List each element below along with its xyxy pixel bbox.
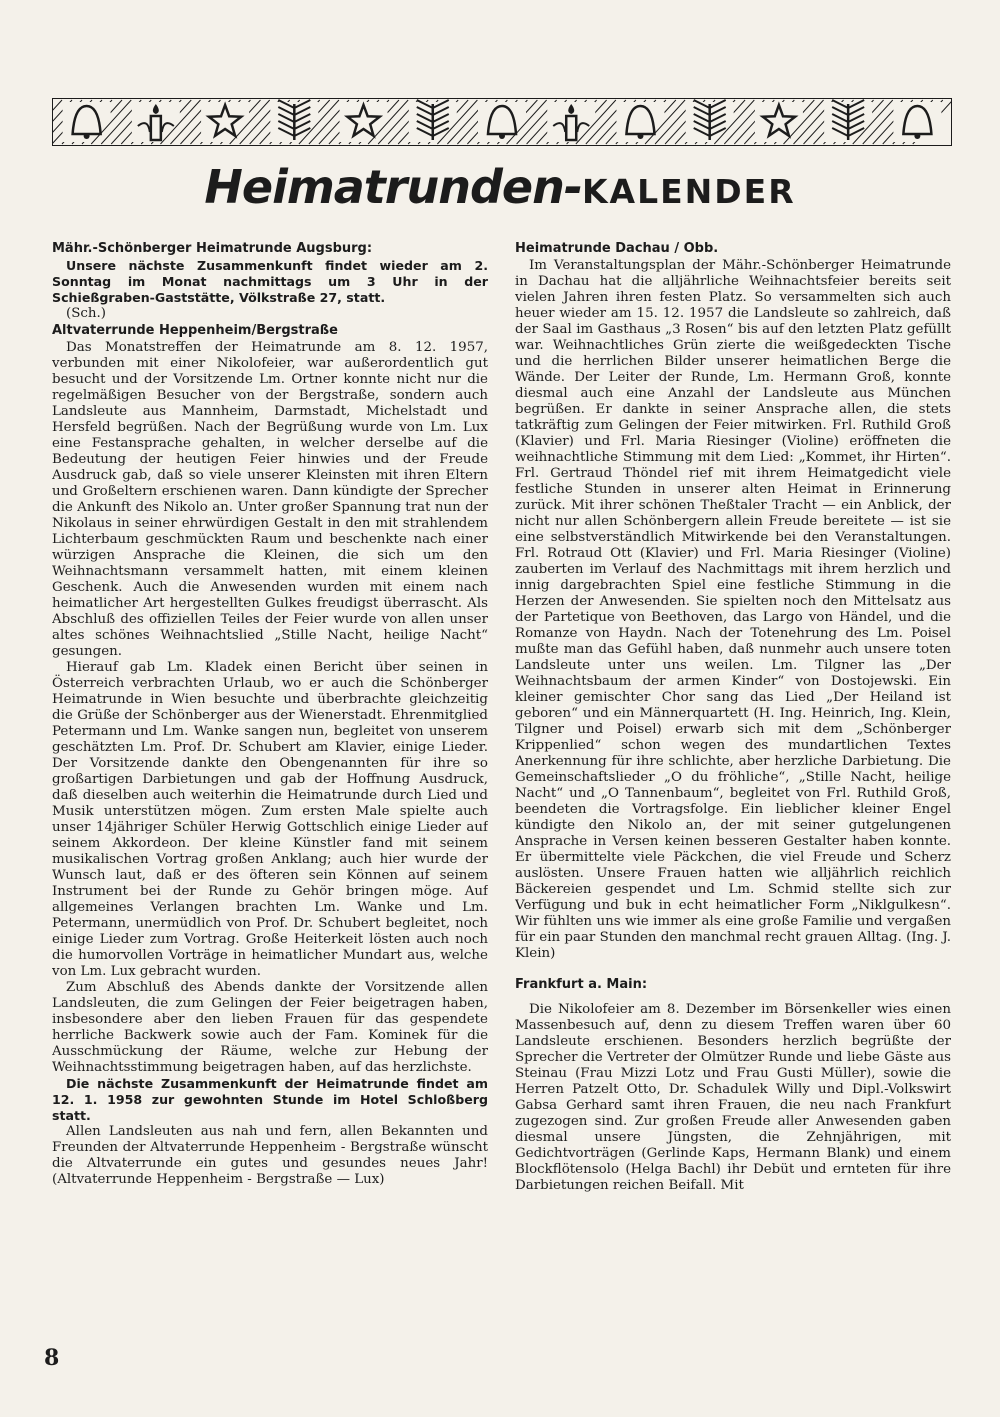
heppenheim-paragraph: Zum Abschluß des Abends dankte der Vorsitzende allen Landsleuten, die zum Gelingen der Feier beigetragen haben, insbesondere aber den lieben Frauen für das gespendete herrliche Backwerk sowie auch der Fam. Kominek für die Ausschmückung der Räume, welche zur Hebung der Weihnachtsstimmung beigetragen haben, auf das herzlichste. [52, 980, 488, 1075]
heppenheim-paragraph: Allen Landsleuten aus nah und fern, allen Bekannten und Freunden der Altvaterrunde Heppenheim - Bergstraße wünscht die Altvaterrunde ein gutes und gesundes neues Jahr! (Altvaterrunde Heppenheim - Bergstraße — Lux) [52, 1124, 488, 1187]
heppenheim-paragraph: Das Monatstreffen der Heimatrunde am 8. 12. 1957, verbunden mit einer Nikolofeier, war außerordentlich gut besucht und der Vorsitzende Lm. Ortner konnte nicht nur die regelmäßigen Besucher von der Bergstraße, sondern auch Landsleute aus Mannheim, Darmstadt, Michelstadt und Hersfeld begrüßen. Nach der Begrüßung wurde von Lm. Lux eine Festansprache gehalten, in welcher derselbe auf die Bedeutung der heutigen Feier hinwies und der Freude Ausdruck gab, daß so viele unserer Kleinsten mit ihren Eltern und Großeltern erschienen waren. Dann kündigte der Sprecher die Ankunft des Nikolo an. Unter großer Spannung trat nun der Nikolaus in seiner ehrwürdigen Gestalt in den mit strahlendem Lichterbaum geschmückten Raum und beschenkte nach einer würzigen Ansprache die Kleinen, die sich um den Weihnachtsmann versammelt hatten, mit einem kleinen Geschenk. Auch die Anwesenden wurden mit einem nach heimatlicher Art hergestellten Gulkes freudigst überrascht. Als Abschluß des offiziellen Teiles der Feier wurde von allen unser altes schönes Weihnachtslied „Stille Nacht, heilige Nacht“ gesungen. [52, 340, 488, 659]
frankfurt-heading: Frankfurt a. Main: [515, 977, 648, 992]
augsburg-notice: Unsere nächste Zusammenkunft findet wieder am 2. Sonntag im Monat nachmittags um 3 Uhr in der Schießgraben-Gaststätte, Völkstraße 27, statt. [52, 258, 488, 305]
augsburg-signature: (Sch.) [66, 306, 107, 321]
right-column [515, 240, 951, 1310]
christmas-ornament-banner [52, 98, 952, 146]
dachau-paragraph: Im Veranstaltungsplan der Mähr.-Schönberger Heimatrunde in Dachau hat die alljährliche Weihnachtsfeier bereits seit vielen Jahren ihren festen Platz. So versammelten sich auch heuer wieder am 15. 12. 1957 die Landsleute so zahlreich, daß der Saal im Gasthaus „3 Rosen“ bis auf den letzten Platz gefüllt war. Weihnachtliches Grün zierte die weißgedeckten Tische und die herrlichen Bilder unserer heimatlichen Berge die Wände. Der Leiter der Runde, Lm. Hermann Groß, konnte diesmal auch eine Anzahl der Landsleute aus München begrüßen. Er dankte in seiner Ansprache allen, die stets tatkräftig zum Gelingen der Feier mitwirken. Frl. Ruthild Groß (Klavier) und Frl. Maria Riesinger (Violine) eröffneten die weihnachtliche Stimmung mit dem Lied: „Kommet, ihr Hirten“. Frl. Gertraud Thöndel rief mit ihrem Heimatgedicht viele festliche Stunden in unserer alten Heimat in Erinnerung zurück. Mit ihrer schönen Theßtaler Tracht — ein Anblick, der nicht nur allen Schönbergern allein Freude bereitete — ist sie eine selbstverständlich Mitwirkende bei den Veranstaltungen. Frl. Rotraud Ott (Klavier) und Frl. Maria Riesinger (Violine) zauberten im Verlauf des Nachmittags mit ihrem herzlich und innig dargebrachten Spiel eine festliche Stimmung in die Herzen der Anwesenden. Sie spielten noch den Mittelsatz aus der Partetique von Beethoven, das Largo von Händel, und die Romanze von Haydn. Nach der Totenehrung des Lm. Poisel mußte man das Gefühl haben, daß nunmehr auch unsere toten Landsleute unter uns weilen. Lm. Tilgner las „Der Weihnachtsbaum der armen Kinder“ von Dostojewski. Ein kleiner gemischter Chor sang das Lied „Der Heiland ist geboren“ und ein Männerquartett (H. Ing. Heinrich, Ing. Klein, Tilgner und Poisel) erwarb sich mit dem „Schönberger Krippenlied“ schon wegen des mundartlichen Textes Anerkennung für ihre schlichte, aber herzliche Darbietung. Die Gemeinschaftslieder „O du fröhliche“, „Stille Nacht, heilige Nacht“ und „O Tannenbaum“, begleitet von Frl. Ruthild Groß, beendeten die Vortragsfolge. Ein lieblicher kleiner Engel kündigte den Nikolo an, der mit seiner gutgelungenen Ansprache in Versen keinen besseren Gestalter haben konnte. Er übermittelte viele Päckchen, die viel Freude und Scherz auslösten. Unsere Frauen hatten wie alljährlich reichlich Bäckereien gespendet und Lm. Schmid stellte sich zur Verfügung und buk in echt heimatlicher Form „Niklgulkesn“. Wir fühlten uns wie immer als eine große Familie und vergaßen für ein paar Stunden den manchmal recht grauen Alltag. (Ing. J. Klein) [515, 258, 951, 961]
title-caps: KALENDER [581, 172, 796, 211]
heppenheim-paragraph: Hierauf gab Lm. Kladek einen Bericht über seinen in Österreich verbrachten Urlaub, wo er auch die Schönberger Heimatrunde in Wien besuchte und überbrachte gleichzeitig die Grüße der Schönberger aus der Wienerstadt. Ehrenmitglied Petermann und Lm. Wanke sangen nun, begleitet von unserem geschätzten Lm. Prof. Dr. Schubert am Klavier, einige Lieder. Der Vorsitzende dankte den Obengenannten für ihre so großartigen Darbietungen und gab der Hoffnung Ausdruck, daß dieselben auch weiterhin die Heimatrunde durch Lied und Musik unterstützen mögen. Zum ersten Male spielte auch unser 14jähriger Schüler Herwig Gottschlich einige Lieder auf seinem Akkordeon. Der kleine Künstler fand mit seinem musikalischen Vortrag großen Anklang; auch hier wurde der Wunsch laut, daß er des öfteren sein Können auf seinem Instrument bei der Runde zu Gehör bringen möge. Auf allgemeines Verlangen brachten Lm. Wanke und Lm. Petermann, unermüdlich von Prof. Dr. Schubert begleitet, noch einige Lieder zum Vortrag. Große Heiterkeit lösten auch noch die humorvollen Vorträge in heimatlicher Mundart aus, welche von Lm. Lux gebracht wurden. [52, 660, 488, 979]
heppenheim-heading: Altvaterrunde Heppenheim/Bergstraße [52, 323, 338, 338]
dachau-heading: Heimatrunde Dachau / Obb. [515, 241, 719, 256]
page-title [0, 160, 1000, 214]
augsburg-heading: Mähr.-Schönberger Heimatrunde Augsburg: [52, 241, 373, 256]
title-script: Heimatrunden- [204, 160, 582, 214]
left-column [52, 240, 488, 1310]
heppenheim-notice: Die nächste Zusammenkunft der Heimatrunde findet am 12. 1. 1958 zur gewohnten Stunde im Hotel Schloßberg statt. [52, 1076, 488, 1123]
page-number: 8 [44, 1345, 60, 1371]
frankfurt-paragraph: Die Nikolofeier am 8. Dezember im Börsenkeller wies einen Massenbesuch auf, denn zu diesem Treffen waren über 60 Landsleute erschienen. Besonders herzlich begrüßte der Sprecher die Vertreter der Olmützer Runde und liebe Gäste aus Steinau (Frau Mizzi Lotz und Frau Gusti Müller), sowie die Herren Patzelt Otto, Dr. Schadulek Willy und Dipl.-Volkswirt Gabsa Gerhard samt ihren Frauen, die neu nach Frankfurt zugezogen sind. Zur großen Freude aller Anwesenden gaben diesmal unsere Jüngsten, die Zehnjährigen, mit Gedichtvorträgen (Gerlinde Kaps, Hermann Blank) und einem Blockflötensolo (Helga Bachl) ihr Debüt und ernteten für ihre Darbietungen reichen Beifall. Mit [515, 1002, 951, 1193]
